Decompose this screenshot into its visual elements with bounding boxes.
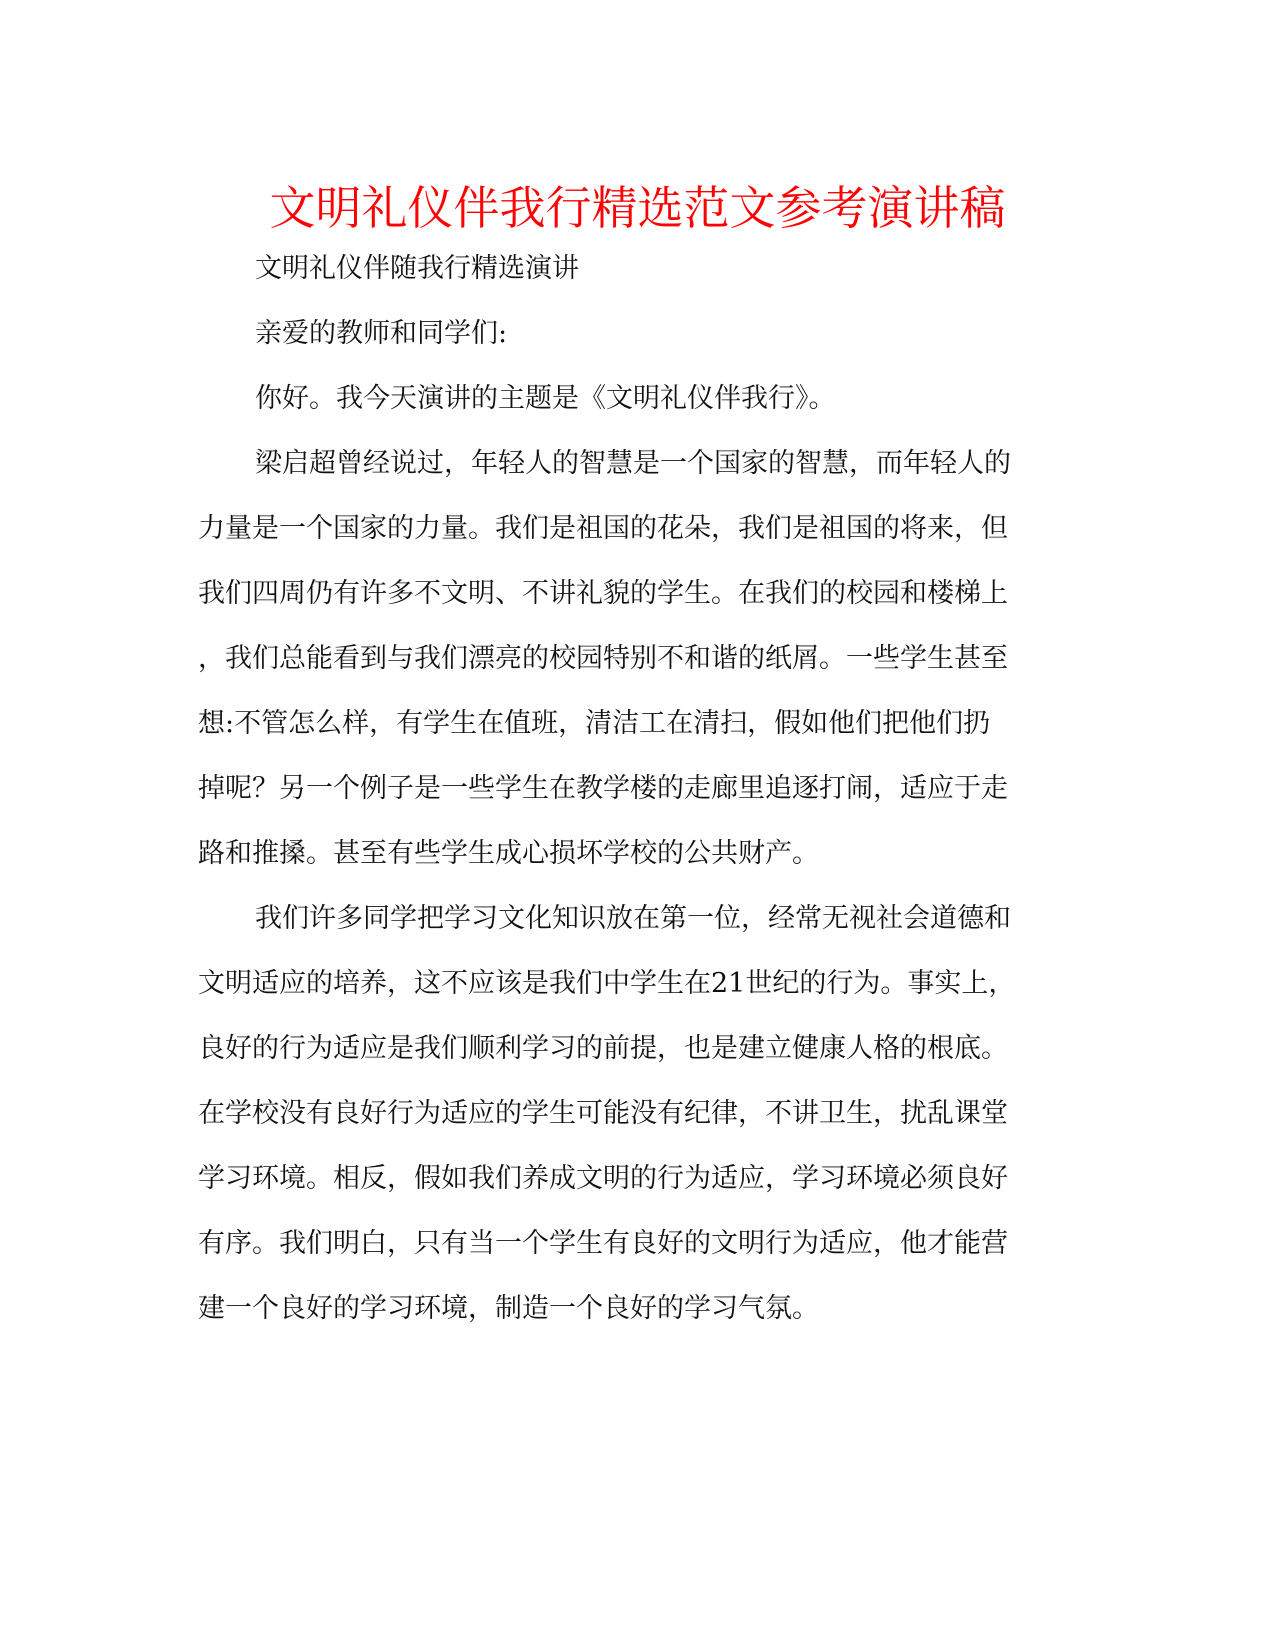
document-title: 文明礼仪伴我行精选范文参考演讲稿 [269, 181, 1006, 235]
paragraph-line: ，我们总能看到与我们漂亮的校园特别不和谐的纸屑。一些学生甚至 [198, 643, 1008, 674]
paragraph-line: 我们许多同学把学习文化知识放在第一位，经常无视社会道德和 [255, 903, 1011, 934]
paragraph-line: 我们四周仍有许多不文明、不讲礼貌的学生。在我们的校园和楼梯上 [198, 578, 1008, 609]
document-body [198, 236, 1078, 1341]
paragraph-line: 梁启超曾经说过，年轻人的智慧是一个国家的智慧，而年轻人的 [255, 448, 1011, 479]
paragraph-line: 力量是一个国家的力量。我们是祖国的花朵，我们是祖国的将来，但 [198, 513, 1008, 544]
greeting: 亲爱的教师和同学们: [255, 318, 508, 349]
paragraph-line: 有序。我们明白，只有当一个学生有良好的文明行为适应，他才能营 [198, 1228, 1008, 1259]
paragraph-line: 在学校没有良好行为适应的学生可能没有纪律，不讲卫生，扰乱课堂 [198, 1098, 1008, 1129]
paragraph-line: 良好的行为适应是我们顺利学习的前提，也是建立健康人格的根底。 [198, 1033, 1008, 1064]
paragraph-line: 学习环境。相反，假如我们养成文明的行为适应，学习环境必须良好 [198, 1163, 1008, 1194]
paragraph-line: 掉呢？另一个例子是一些学生在教学楼的走廊里追逐打闹，适应于走 [198, 773, 1008, 804]
paragraph-2 [198, 886, 1078, 1341]
paragraph-line: 文明适应的培养，这不应该是我们中学生在21世纪的行为。事实上， [198, 968, 1016, 999]
paragraph-line: 建一个良好的学习环境，制造一个良好的学习气氛。 [198, 1293, 819, 1324]
paragraph-line: 路和推搡。甚至有些学生成心损坏学校的公共财产。 [198, 838, 819, 869]
paragraph-line: 想:不管怎么样，有学生在值班，清洁工在清扫，假如他们把他们扔 [198, 708, 991, 739]
paragraph-1 [198, 431, 1078, 886]
subtitle: 文明礼仪伴随我行精选演讲 [255, 253, 579, 284]
intro-line: 你好。我今天演讲的主题是《文明礼仪伴我行》。 [255, 383, 836, 414]
